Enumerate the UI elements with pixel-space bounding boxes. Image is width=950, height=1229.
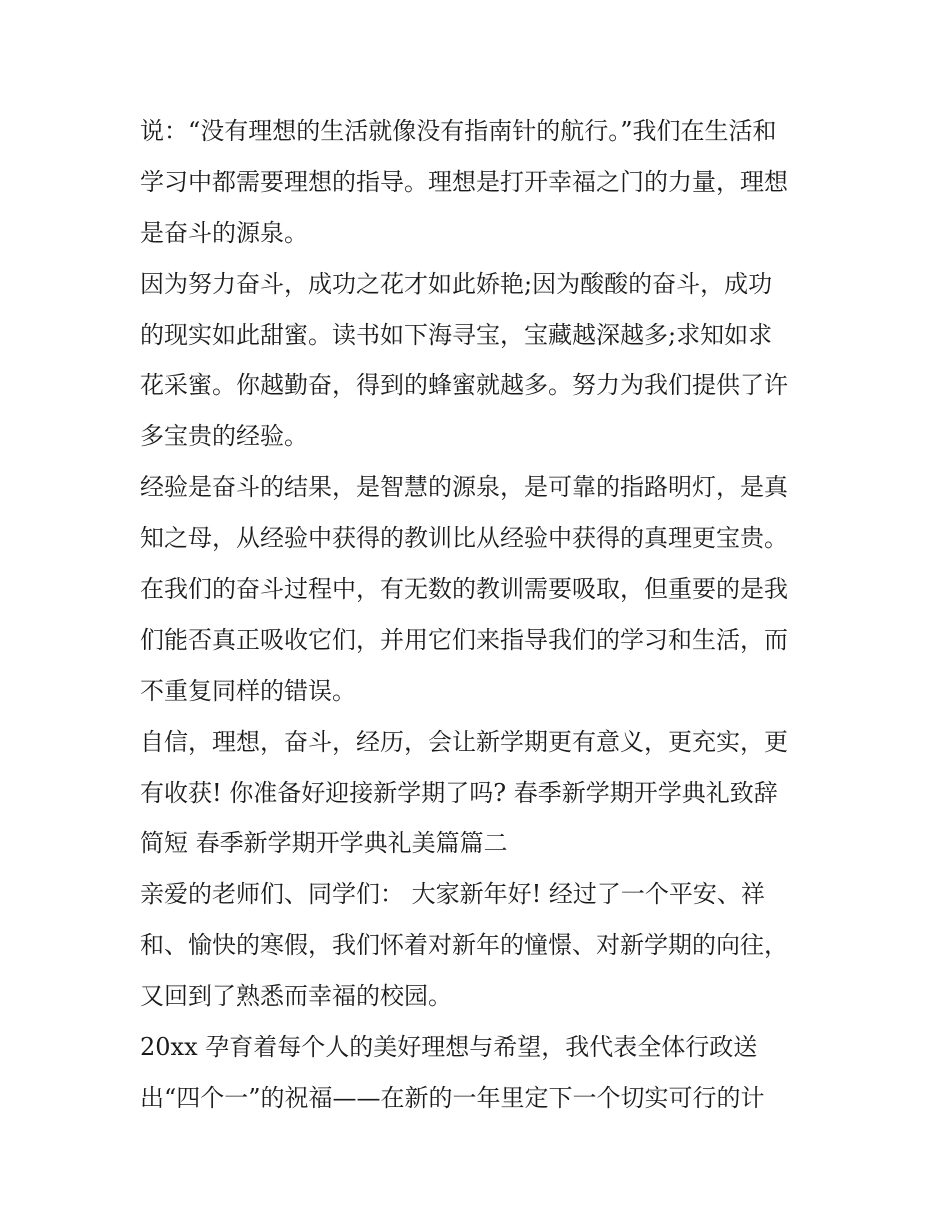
- text-line: 们能否真正吸收它们，并用它们来指导我们的学习和生活，而: [140, 625, 788, 654]
- text-line: 在我们的奋斗过程中，有无数的教训需要吸取，但重要的是我: [140, 575, 788, 604]
- text-line: 有收获! 你准备好迎接新学期了吗? 春季新学期开学典礼致辞: [140, 778, 778, 807]
- document-text-body: [140, 106, 820, 1124]
- text-line: 学习中都需要理想的指导。理想是打开幸福之门的力量，理想: [140, 167, 788, 196]
- text-line: 花采蜜。你越勤奋，得到的蜂蜜就越多。努力为我们提供了许: [140, 371, 788, 400]
- text-line: 多宝贵的经验。: [140, 422, 308, 451]
- text-line: 亲爱的老师们、同学们： 大家新年好! 经过了一个平安、祥: [140, 880, 765, 909]
- text-line: 说：“没有理想的生活就像没有指南针的航行。”我们在生活和: [140, 117, 777, 145]
- text-line: 20xx 孕育着每个人的美好理想与希望，我代表全体行政送: [140, 1033, 758, 1062]
- text-line: 是奋斗的源泉。: [140, 218, 308, 247]
- text-line: 和、愉快的寒假，我们怀着对新年的憧憬、对新学期的向往，: [140, 931, 788, 960]
- text-line: 不重复同样的错误。: [140, 676, 356, 705]
- text-line: 出“四个一”的祝福——在新的一年里定下一个切实可行的计: [140, 1083, 765, 1112]
- text-line: 因为努力奋斗，成功之花才如此娇艳;因为酸酸的奋斗，成功: [140, 269, 773, 298]
- text-line: 简短 春季新学期开学典礼美篇篇二: [140, 829, 508, 858]
- text-line: 又回到了熟悉而幸福的校园。: [140, 982, 452, 1011]
- text-line: 自信，理想，奋斗，经历，会让新学期更有意义，更充实，更: [140, 727, 788, 756]
- text-line: 的现实如此甜蜜。读书如下海寻宝，宝藏越深越多;求知如求: [140, 320, 773, 349]
- text-line: 经验是奋斗的结果，是智慧的源泉，是可靠的指路明灯，是真: [140, 473, 788, 502]
- text-line: 知之母，从经验中获得的教训比从经验中获得的真理更宝贵。: [140, 524, 788, 553]
